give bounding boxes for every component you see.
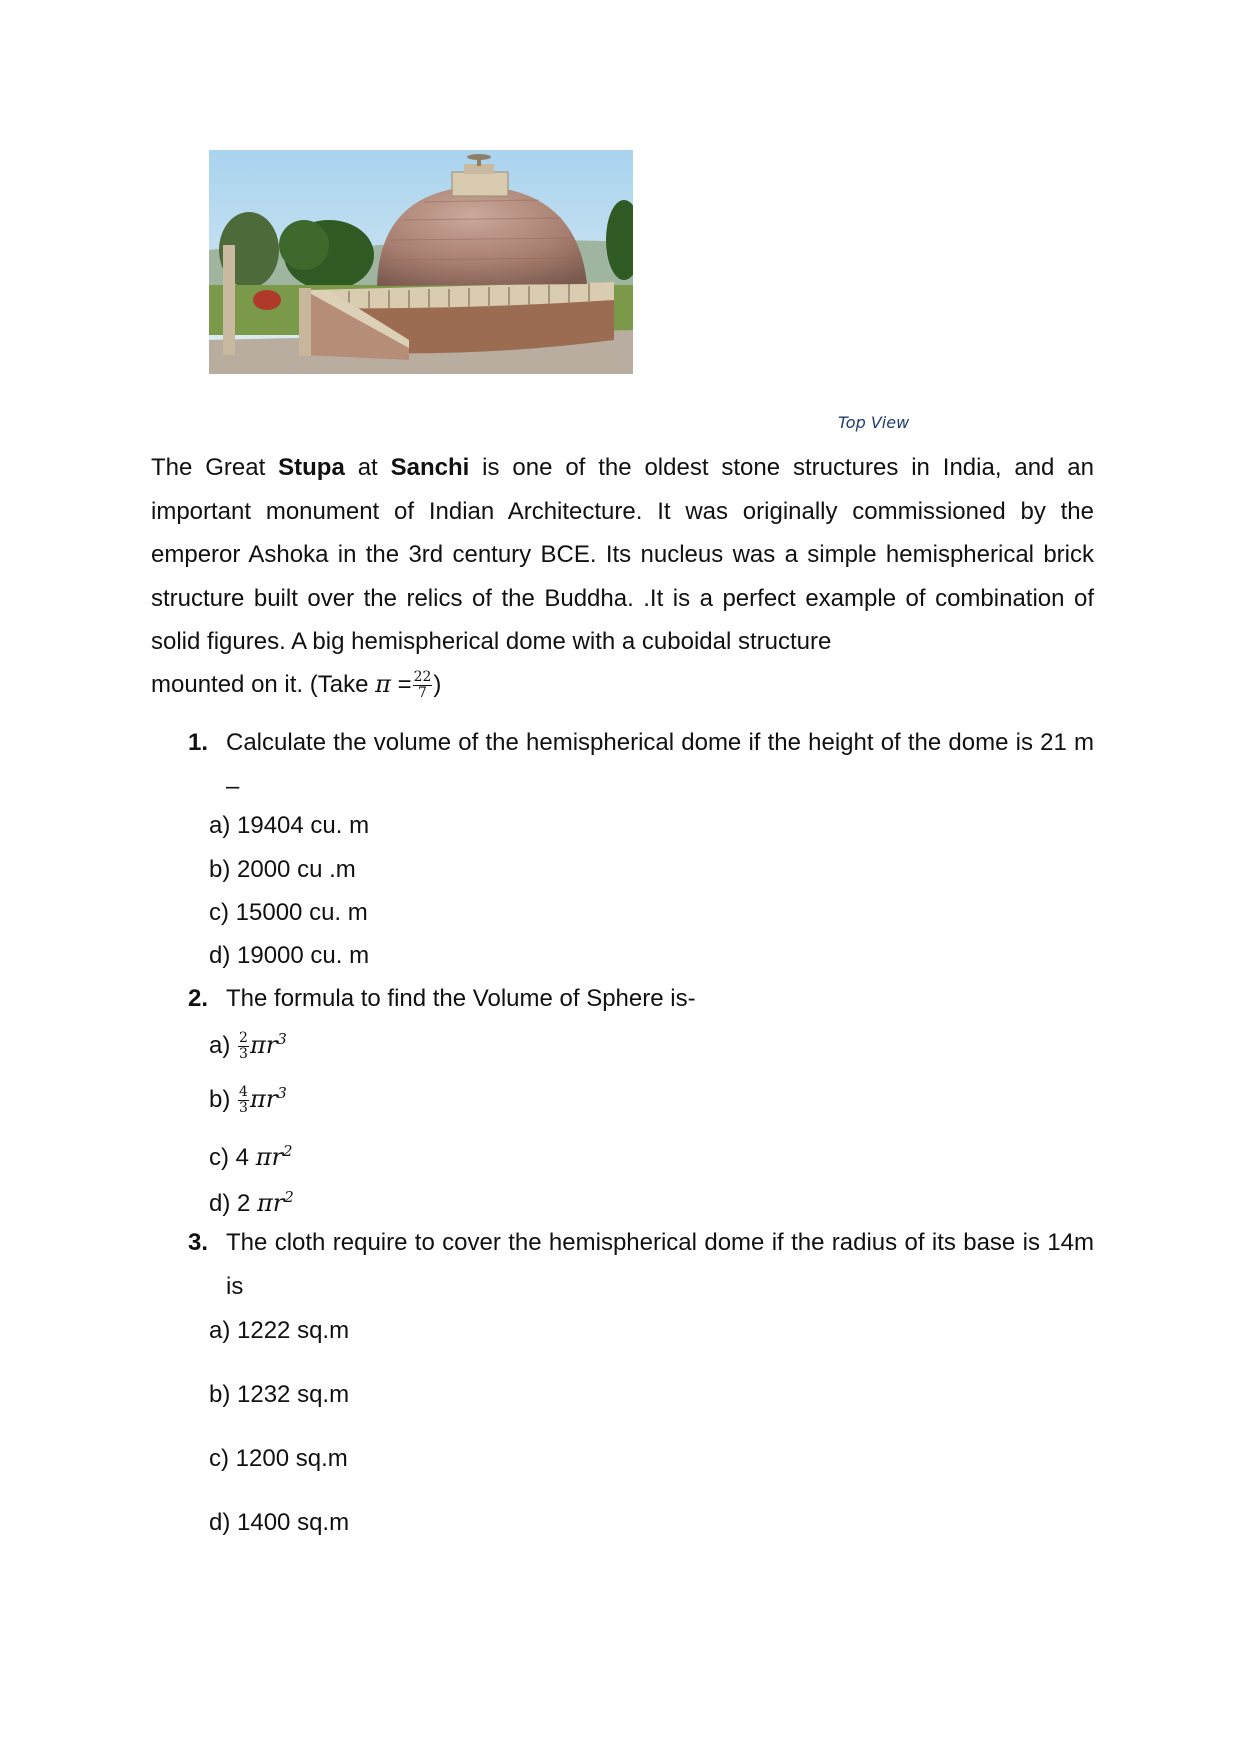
q3-option-c: c) 1200 sq.m (209, 1445, 348, 1472)
stupa-term: Stupa (278, 454, 345, 481)
question-3 (188, 1221, 1094, 1308)
pi-instruction: mounted on it. (Take π = $\frac{22}{7}$ ) (151, 669, 442, 702)
q1-option-a: a) 19404 cu. m (209, 812, 370, 839)
q2-option-b: b) $\frac{4}{3}$ $\pi r^3$ (209, 1084, 287, 1117)
figure-caption: Top View (838, 413, 910, 432)
question-number: 3. (188, 1229, 209, 1256)
q1-option-d: d) 19000 cu. m (209, 942, 370, 969)
pi-fraction: $\frac{22}{7}$ (413, 669, 432, 702)
sanchi-term: Sanchi (390, 454, 470, 481)
question-2 (188, 977, 1094, 1021)
intro-paragraph: The Great Stupa at Sanchi is one of the oldest stone structures in India, and an important monument of Indian Architecture. It was originally commissioned by the emperor Ashoka in the 3rd century BCE. Its nucleus was a simple hemispherical brick structure built over the relics of the Buddha. .It is a perfect example of combination of solid figures. A big hemispherical dome with a cuboidal structure (151, 454, 1094, 655)
question-number: 1. (188, 729, 209, 756)
stupa-photo (209, 150, 633, 374)
question-text: The cloth require to cover the hemispherical dome if the radius of its base is 14m is (226, 1229, 1094, 1300)
q1-option-b: b) 2000 cu .m (209, 856, 356, 883)
question-text: Calculate the volume of the hemispherical dome if the height of the dome is 21 m – (226, 729, 1094, 800)
q3-option-d: d) 1400 sq.m (209, 1509, 350, 1536)
q3-option-b: b) 1232 sq.m (209, 1381, 350, 1408)
q1-option-c: c) 15000 cu. m (209, 899, 368, 926)
q3-option-a: a) 1222 sq.m (209, 1317, 350, 1344)
question-1 (188, 721, 1094, 808)
question-text: The formula to find the Volume of Sphere is- (226, 985, 696, 1012)
q2-option-a: a) $\frac{2}{3}$ $\pi r^3$ (209, 1030, 287, 1063)
question-number: 2. (188, 985, 209, 1012)
q2-option-c: c) 4 $\pi r^2$ (209, 1142, 293, 1171)
q2-option-d: d) 2 $\pi r^2$ (209, 1188, 294, 1217)
